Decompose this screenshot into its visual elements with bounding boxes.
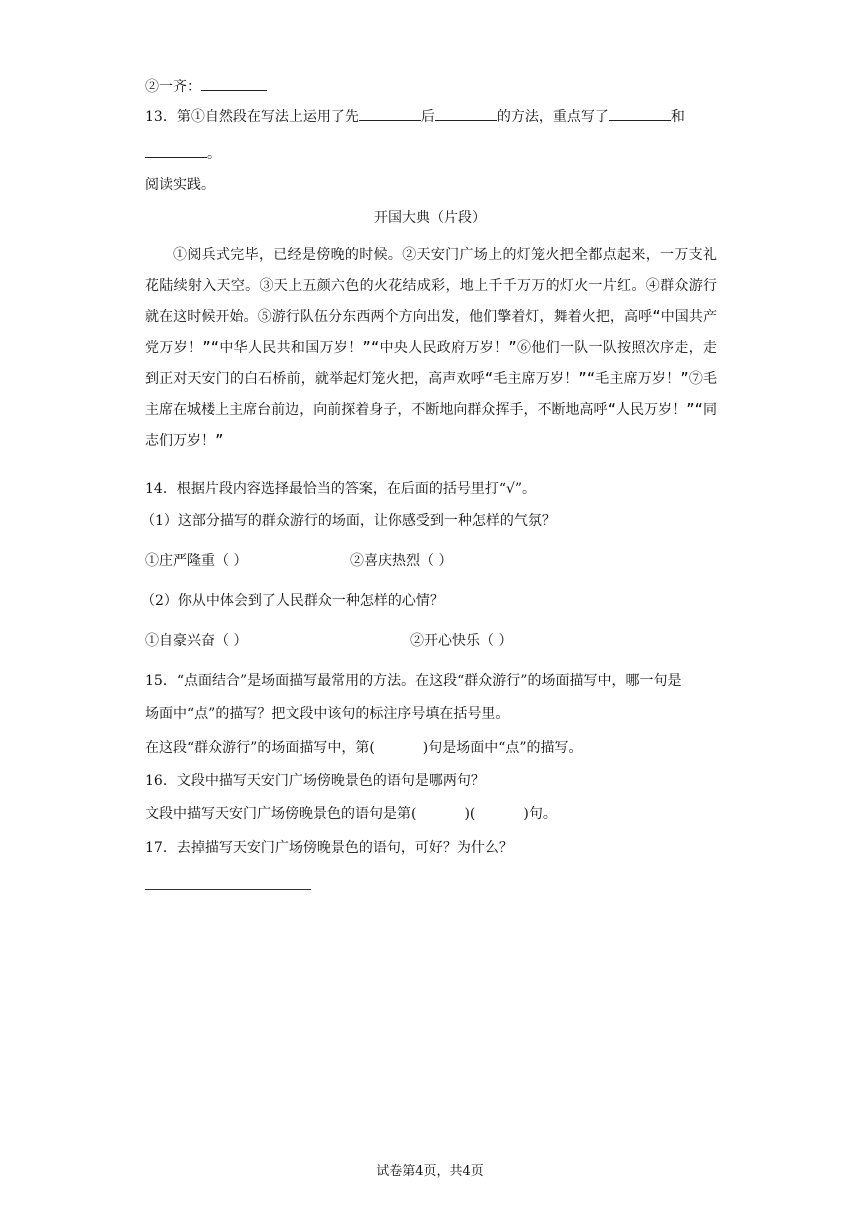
q14-sub2-option2[interactable]: ②开心快乐（ ） bbox=[410, 633, 513, 649]
q13-text-d: 和 bbox=[670, 109, 685, 125]
q14-sub2-option1[interactable]: ①自豪兴奋（ ） bbox=[145, 633, 248, 649]
q13-text-c: 的方法，重点写了 bbox=[496, 109, 609, 125]
q12-item-2 bbox=[145, 76, 267, 97]
section-heading: 阅读实践。 bbox=[145, 177, 215, 193]
q13-text-a: 13．第①自然段在写法上运用了先 bbox=[145, 109, 359, 125]
q15-answer bbox=[145, 738, 583, 758]
answer-blank[interactable] bbox=[435, 106, 497, 121]
q12-item-2-label: ②一齐： bbox=[145, 79, 201, 95]
q14-sub2-question: （2）你从中体会到了人民群众一种怎样的心情？ bbox=[141, 593, 444, 609]
passage-body bbox=[145, 240, 717, 457]
page-footer: 试卷第4页，共4页 bbox=[376, 1164, 484, 1179]
answer-blank[interactable] bbox=[201, 76, 267, 91]
q16-question: 16．文段中描写天安门广场傍晚景色的语句是哪两句？ bbox=[145, 773, 485, 789]
answer-blank[interactable] bbox=[359, 106, 421, 121]
q14-sub1-question: （1）这部分描写的群众游行的场面，让你感受到一种怎样的气氛？ bbox=[141, 513, 556, 529]
q16-answer-a: 文段中描写天安门广场傍晚景色的语句是第( bbox=[145, 806, 417, 822]
answer-blank[interactable] bbox=[609, 106, 671, 121]
q17-question: 17．去掉描写天安门广场傍晚景色的语句，可好？为什么？ bbox=[145, 840, 513, 856]
question-13 bbox=[145, 106, 685, 127]
passage-text: ①阅兵式完毕，已经是傍晚的时候。②天安门广场上的灯笼火把全都点起来，一万支礼花陆续射入天空。③天上五颜六色的火花结成彩，地上千千万万的灯火一片红。④群众游行就在这时候开始。⑤游行队伍分东西两个方向出发，他们擎着灯，舞着火把，高呼“中国共产党万岁！”“中华人民共和国万岁！”“中央人民政府万岁！”⑥他们一队一队按照次序走，走到正对天安门的白石桥前，就举起灯笼火把，高声欢呼“毛主席万岁！”“毛主席万岁！”⑦毛主席在城楼上主席台前边，向前探着身子，不断地向群众挥手，不断地高呼“人民万岁！”“同志们万岁！” bbox=[145, 247, 717, 449]
q15-line2: 场面中“点”的描写？把文段中该句的标注序号填在括号里。 bbox=[145, 706, 510, 722]
q15-line1: 15．“点面结合”是场面描写最常用的方法。在这段“群众游行”的场面描写中，哪一句是 bbox=[145, 673, 682, 689]
answer-blank[interactable] bbox=[145, 143, 207, 158]
q16-answer-b: )( bbox=[464, 806, 476, 822]
passage-title: 开国大典（片段） bbox=[374, 210, 486, 226]
q13-text-b: 后 bbox=[420, 109, 435, 125]
q13-text-e: 。 bbox=[207, 146, 221, 162]
q15-answer-b: )句是场面中“点”的描写。 bbox=[422, 740, 583, 756]
answer-line[interactable] bbox=[145, 889, 311, 890]
q14-sub1-option1[interactable]: ①庄严隆重（ ） bbox=[145, 553, 248, 569]
q16-answer-c: )句。 bbox=[523, 806, 557, 822]
question-13-continued bbox=[145, 143, 221, 164]
q14-sub1-option2[interactable]: ②喜庆热烈（ ） bbox=[350, 553, 453, 569]
q14-stem: 14．根据片段内容选择最恰当的答案，在后面的括号里打“√”。 bbox=[145, 481, 537, 497]
q15-answer-a: 在这段“群众游行”的场面描写中，第( bbox=[145, 740, 375, 756]
q16-answer bbox=[145, 804, 557, 824]
